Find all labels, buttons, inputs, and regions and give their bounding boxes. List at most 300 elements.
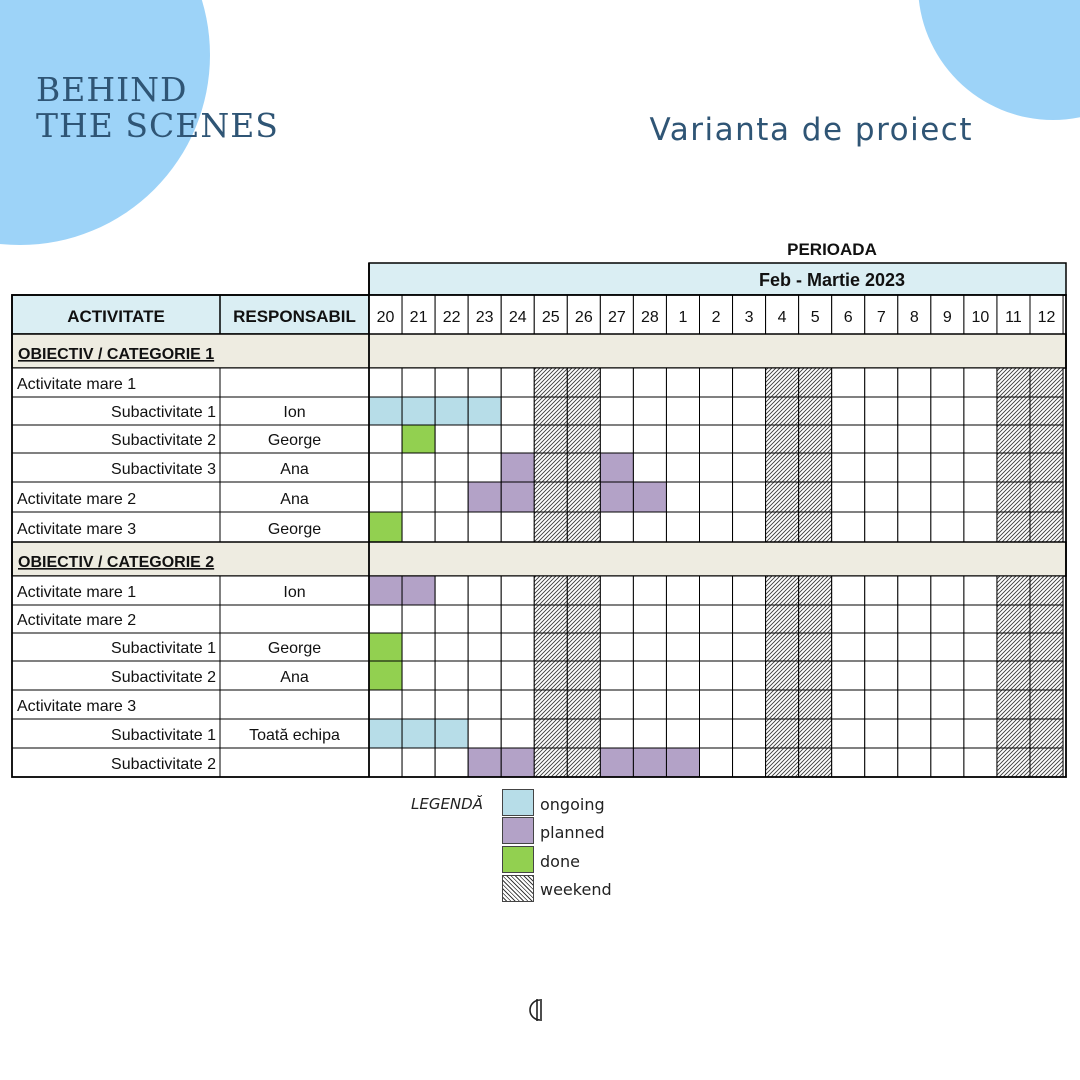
day-cell	[402, 690, 435, 719]
weekend-cell	[799, 719, 832, 748]
responsible-cell	[220, 690, 369, 719]
day-cell	[633, 661, 666, 690]
day-cell	[931, 719, 964, 748]
day-header-label: 12	[1037, 309, 1056, 326]
legend-label-ongoing: ongoing	[540, 795, 605, 814]
weekend-cell	[534, 748, 567, 777]
day-cell	[666, 719, 699, 748]
day-cell	[700, 453, 733, 482]
day-cell	[501, 425, 534, 453]
day-cell	[600, 512, 633, 542]
day-cell	[402, 482, 435, 512]
day-cell	[369, 605, 402, 633]
day-cell	[964, 397, 997, 425]
day-header-label: 22	[442, 309, 461, 326]
weekend-cell	[766, 748, 799, 777]
day-cell	[832, 512, 865, 542]
weekend-cell	[1030, 690, 1063, 719]
day-cell	[733, 576, 766, 605]
day-header-label: 9	[942, 309, 952, 326]
responsible-label: Ion	[283, 404, 306, 421]
brand-title-line-2: THE SCENES	[36, 106, 279, 145]
weekend-cell	[534, 690, 567, 719]
task-cell-planned	[600, 748, 633, 777]
day-cell	[435, 576, 468, 605]
day-cell	[435, 690, 468, 719]
weekend-cell	[534, 605, 567, 633]
day-cell	[700, 690, 733, 719]
day-cell	[468, 605, 501, 633]
weekend-cell	[997, 661, 1030, 690]
task-cell-planned	[468, 748, 501, 777]
task-cell-ongoing	[435, 397, 468, 425]
day-cell	[402, 368, 435, 397]
weekend-cell	[766, 425, 799, 453]
weekend-cell	[799, 397, 832, 425]
subactivity-label: Subactivitate 3	[111, 461, 216, 478]
day-cell	[931, 690, 964, 719]
weekend-cell	[534, 453, 567, 482]
day-cell	[964, 633, 997, 661]
weekend-cell	[534, 576, 567, 605]
day-cell	[733, 748, 766, 777]
day-cell	[402, 748, 435, 777]
task-cell-planned	[369, 576, 402, 605]
day-cell	[700, 719, 733, 748]
day-cell	[666, 576, 699, 605]
day-cell	[501, 368, 534, 397]
day-cell	[435, 605, 468, 633]
day-header-label: 11	[1005, 309, 1022, 326]
legend-swatch-weekend	[502, 875, 534, 902]
day-cell	[733, 368, 766, 397]
day-cell	[666, 453, 699, 482]
weekend-cell	[567, 661, 600, 690]
weekend-cell	[567, 719, 600, 748]
activity-label: Activitate mare 2	[17, 491, 137, 508]
day-cell	[501, 576, 534, 605]
day-cell	[931, 748, 964, 777]
day-cell	[633, 576, 666, 605]
day-cell	[700, 397, 733, 425]
day-cell	[832, 425, 865, 453]
day-cell	[600, 690, 633, 719]
day-cell	[700, 605, 733, 633]
legend-swatch-ongoing	[502, 789, 534, 816]
day-cell	[666, 397, 699, 425]
day-cell	[633, 425, 666, 453]
day-cell	[435, 425, 468, 453]
weekend-cell	[997, 719, 1030, 748]
weekend-cell	[997, 576, 1030, 605]
weekend-cell	[1030, 748, 1063, 777]
weekend-cell	[567, 576, 600, 605]
day-cell	[666, 512, 699, 542]
day-cell	[832, 719, 865, 748]
weekend-cell	[1030, 661, 1063, 690]
weekend-cell	[1030, 576, 1063, 605]
day-cell	[700, 425, 733, 453]
weekend-cell	[799, 748, 832, 777]
day-cell	[600, 661, 633, 690]
day-cell	[898, 719, 931, 748]
legend-label-planned: planned	[540, 823, 605, 842]
day-cell	[865, 748, 898, 777]
day-cell	[832, 748, 865, 777]
category-label: OBIECTIV / CATEGORIE 1	[18, 346, 215, 363]
day-cell	[865, 512, 898, 542]
day-header-label: 20	[376, 309, 395, 326]
weekend-cell	[1030, 482, 1063, 512]
weekend-cell	[766, 512, 799, 542]
day-cell	[435, 453, 468, 482]
responsible-cell	[220, 368, 369, 397]
day-cell	[865, 719, 898, 748]
day-cell	[733, 633, 766, 661]
day-cell	[600, 576, 633, 605]
day-cell	[700, 661, 733, 690]
day-cell	[435, 633, 468, 661]
day-cell	[733, 397, 766, 425]
weekend-cell	[1030, 425, 1063, 453]
day-cell	[666, 425, 699, 453]
day-header-label: 26	[574, 309, 593, 326]
task-cell-planned	[600, 482, 633, 512]
day-cell	[468, 633, 501, 661]
day-cell	[865, 453, 898, 482]
legend-swatch-planned	[502, 817, 534, 844]
task-cell-planned	[666, 748, 699, 777]
day-cell	[865, 397, 898, 425]
day-cell	[898, 512, 931, 542]
task-cell-ongoing	[402, 397, 435, 425]
subactivity-label: Subactivitate 1	[111, 727, 216, 744]
weekend-cell	[997, 605, 1030, 633]
day-cell	[832, 661, 865, 690]
day-cell	[898, 453, 931, 482]
weekend-cell	[997, 748, 1030, 777]
task-cell-done	[402, 425, 435, 453]
day-cell	[633, 690, 666, 719]
responsible-label: George	[267, 432, 322, 449]
responsible-label: George	[267, 640, 322, 657]
day-cell	[700, 633, 733, 661]
day-cell	[666, 482, 699, 512]
day-cell	[931, 633, 964, 661]
weekend-cell	[997, 368, 1030, 397]
responsible-cell	[220, 748, 369, 777]
day-cell	[964, 482, 997, 512]
weekend-cell	[1030, 605, 1063, 633]
weekend-cell	[766, 576, 799, 605]
weekend-cell	[997, 633, 1030, 661]
responsible-label: George	[267, 521, 322, 538]
weekend-cell	[567, 397, 600, 425]
task-cell-ongoing	[369, 719, 402, 748]
day-cell	[898, 482, 931, 512]
responsible-label: Ion	[283, 584, 306, 601]
responsible-label: Ana	[280, 461, 309, 478]
weekend-cell	[799, 605, 832, 633]
weekend-cell	[766, 482, 799, 512]
day-cell	[964, 719, 997, 748]
task-cell-planned	[501, 453, 534, 482]
weekend-cell	[567, 748, 600, 777]
weekend-cell	[1030, 512, 1063, 542]
weekend-cell	[766, 605, 799, 633]
day-cell	[832, 397, 865, 425]
weekend-cell	[534, 719, 567, 748]
activity-label: Activitate mare 3	[17, 698, 137, 715]
day-cell	[468, 576, 501, 605]
day-cell	[369, 748, 402, 777]
day-cell	[600, 397, 633, 425]
task-cell-ongoing	[402, 719, 435, 748]
day-cell	[865, 368, 898, 397]
day-cell	[600, 719, 633, 748]
weekend-cell	[997, 690, 1030, 719]
weekend-cell	[766, 633, 799, 661]
day-cell	[733, 719, 766, 748]
weekend-cell	[1030, 397, 1063, 425]
weekend-cell	[997, 397, 1030, 425]
day-cell	[865, 425, 898, 453]
day-cell	[898, 397, 931, 425]
day-cell	[865, 661, 898, 690]
period-range-label: Feb - Martie 2023	[758, 270, 906, 290]
day-header-label: 5	[810, 309, 820, 326]
day-header-label: 10	[971, 309, 990, 326]
task-cell-planned	[600, 453, 633, 482]
subactivity-label: Subactivitate 1	[111, 640, 216, 657]
day-cell	[733, 512, 766, 542]
day-cell	[931, 661, 964, 690]
day-cell	[964, 690, 997, 719]
day-cell	[468, 661, 501, 690]
weekend-cell	[997, 512, 1030, 542]
day-cell	[898, 605, 931, 633]
day-cell	[468, 453, 501, 482]
day-cell	[964, 425, 997, 453]
weekend-cell	[799, 512, 832, 542]
weekend-cell	[799, 633, 832, 661]
day-header-label: 24	[508, 309, 527, 326]
task-cell-planned	[633, 482, 666, 512]
task-cell-ongoing	[435, 719, 468, 748]
day-cell	[402, 661, 435, 690]
day-cell	[369, 453, 402, 482]
day-cell	[832, 633, 865, 661]
day-header-label: 27	[607, 309, 626, 326]
day-cell	[931, 425, 964, 453]
weekend-cell	[997, 453, 1030, 482]
column-header-responsible: RESPONSABIL	[233, 307, 356, 326]
day-header-label: 4	[777, 309, 787, 326]
responsible-label: Toată echipa	[249, 727, 340, 744]
day-cell	[501, 690, 534, 719]
task-cell-done	[369, 512, 402, 542]
day-cell	[633, 453, 666, 482]
subactivity-label: Subactivitate 1	[111, 404, 216, 421]
column-header-activity: ACTIVITATE	[67, 307, 165, 326]
day-cell	[832, 368, 865, 397]
brand-title-line-1: BEHIND	[36, 70, 188, 109]
day-cell	[733, 482, 766, 512]
day-cell	[501, 719, 534, 748]
weekend-cell	[534, 397, 567, 425]
day-cell	[964, 368, 997, 397]
day-cell	[435, 661, 468, 690]
weekend-cell	[766, 690, 799, 719]
day-cell	[369, 690, 402, 719]
day-cell	[501, 633, 534, 661]
weekend-cell	[766, 453, 799, 482]
day-cell	[832, 482, 865, 512]
day-cell	[468, 368, 501, 397]
day-cell	[402, 633, 435, 661]
day-cell	[898, 425, 931, 453]
day-cell	[468, 425, 501, 453]
day-cell	[369, 368, 402, 397]
day-cell	[931, 482, 964, 512]
day-header-label: 2	[711, 309, 721, 326]
day-cell	[964, 661, 997, 690]
category-label: OBIECTIV / CATEGORIE 2	[18, 554, 215, 571]
day-cell	[931, 397, 964, 425]
day-cell	[633, 512, 666, 542]
day-cell	[931, 576, 964, 605]
day-cell	[964, 605, 997, 633]
day-cell	[865, 605, 898, 633]
day-cell	[666, 633, 699, 661]
weekend-cell	[766, 719, 799, 748]
day-cell	[700, 482, 733, 512]
activity-label: Activitate mare 1	[17, 584, 137, 601]
day-cell	[501, 512, 534, 542]
task-cell-ongoing	[369, 397, 402, 425]
day-cell	[865, 633, 898, 661]
page-subtitle: Varianta de proiect	[649, 112, 973, 148]
weekend-cell	[799, 661, 832, 690]
responsible-label: Ana	[280, 669, 309, 686]
day-cell	[402, 453, 435, 482]
weekend-cell	[799, 690, 832, 719]
day-cell	[435, 512, 468, 542]
footer-logo-icon	[526, 996, 552, 1024]
activity-label: Activitate mare 1	[17, 376, 137, 393]
day-header-label: 23	[475, 309, 494, 326]
weekend-cell	[799, 482, 832, 512]
day-cell	[468, 512, 501, 542]
day-header-label: 28	[641, 309, 659, 326]
weekend-cell	[567, 690, 600, 719]
weekend-cell	[1030, 453, 1063, 482]
day-cell	[501, 605, 534, 633]
day-cell	[964, 512, 997, 542]
weekend-cell	[799, 453, 832, 482]
task-cell-done	[369, 661, 402, 690]
day-cell	[700, 748, 733, 777]
weekend-cell	[567, 512, 600, 542]
task-cell-planned	[468, 482, 501, 512]
day-cell	[832, 690, 865, 719]
day-cell	[369, 482, 402, 512]
legend-label-weekend: weekend	[540, 880, 612, 899]
activity-label: Activitate mare 2	[17, 612, 137, 629]
task-cell-planned	[501, 482, 534, 512]
weekend-cell	[799, 425, 832, 453]
day-cell	[700, 368, 733, 397]
weekend-cell	[567, 605, 600, 633]
task-cell-ongoing	[468, 397, 501, 425]
legend-swatch-done	[502, 846, 534, 873]
day-cell	[501, 661, 534, 690]
weekend-cell	[799, 368, 832, 397]
day-cell	[435, 482, 468, 512]
subactivity-label: Subactivitate 2	[111, 432, 216, 449]
day-cell	[964, 748, 997, 777]
day-cell	[402, 512, 435, 542]
day-cell	[733, 453, 766, 482]
weekend-cell	[534, 368, 567, 397]
day-header-label: 6	[843, 309, 853, 326]
weekend-cell	[766, 397, 799, 425]
day-cell	[733, 425, 766, 453]
subactivity-label: Subactivitate 2	[111, 756, 216, 773]
day-cell	[865, 576, 898, 605]
day-cell	[435, 748, 468, 777]
day-cell	[666, 661, 699, 690]
weekend-cell	[799, 576, 832, 605]
day-cell	[898, 576, 931, 605]
weekend-cell	[534, 512, 567, 542]
weekend-cell	[567, 453, 600, 482]
day-header-label: 25	[541, 309, 560, 326]
day-cell	[468, 719, 501, 748]
task-cell-done	[369, 633, 402, 661]
day-cell	[369, 425, 402, 453]
weekend-cell	[567, 368, 600, 397]
day-cell	[700, 576, 733, 605]
weekend-cell	[534, 482, 567, 512]
day-cell	[633, 605, 666, 633]
weekend-cell	[1030, 368, 1063, 397]
period-range-band	[369, 263, 1066, 295]
day-cell	[402, 605, 435, 633]
legend-label-done: done	[540, 852, 580, 871]
day-cell	[898, 661, 931, 690]
day-cell	[931, 453, 964, 482]
period-label: PERIOADA	[787, 240, 877, 259]
day-cell	[898, 633, 931, 661]
weekend-cell	[997, 482, 1030, 512]
day-cell	[633, 719, 666, 748]
day-cell	[832, 576, 865, 605]
day-cell	[898, 368, 931, 397]
day-cell	[832, 605, 865, 633]
day-cell	[666, 690, 699, 719]
day-cell	[666, 368, 699, 397]
day-cell	[898, 748, 931, 777]
day-cell	[865, 690, 898, 719]
task-cell-planned	[402, 576, 435, 605]
weekend-cell	[534, 633, 567, 661]
day-header-label: 1	[678, 309, 688, 326]
weekend-cell	[534, 661, 567, 690]
task-cell-planned	[633, 748, 666, 777]
responsible-label: Ana	[280, 491, 309, 508]
weekend-cell	[766, 368, 799, 397]
